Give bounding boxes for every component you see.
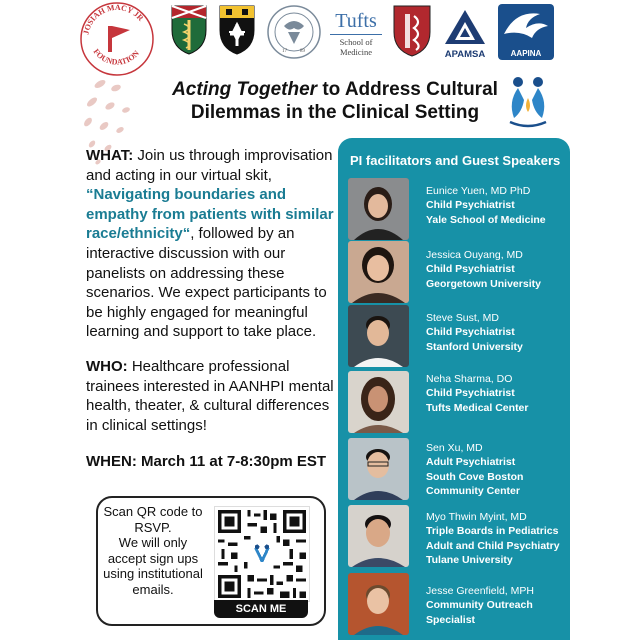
speaker-2-role: Child Psychiatrist xyxy=(426,263,515,276)
speaker-6-role-2: Adult and Child Psychiatry xyxy=(426,539,560,552)
speaker-4 xyxy=(426,372,572,415)
speaker-2-affiliation: Georgetown University xyxy=(426,277,541,290)
speaker-6-name: Myo Thwin Myint, MD xyxy=(426,511,527,523)
qr-line-2: We will only accept sign ups using institutional emails. xyxy=(103,535,203,597)
what-text1: Join us through improvisation and acting in our virtual skit, xyxy=(86,147,333,184)
speaker-photo-5 xyxy=(348,438,409,500)
qr-instructions xyxy=(102,504,204,598)
qr-line-1: Scan QR code to RSVP. xyxy=(103,504,203,535)
speaker-4-name: Neha Sharma, DO xyxy=(426,373,513,385)
speaker-photo-6 xyxy=(348,505,409,567)
svg-text:17: 17 xyxy=(282,49,287,54)
macy-foundation-logo xyxy=(78,0,156,78)
when-text: March 11 at 7-8:30pm EST xyxy=(136,453,327,471)
speaker-photo-7 xyxy=(348,573,409,635)
speaker-1-role: Child Psychiatrist xyxy=(426,199,515,212)
speaker-4-affiliation: Tufts Medical Center xyxy=(426,401,529,414)
skit-title: “Navigating boundaries and empathy from patients with similar race/ethnicity“ xyxy=(86,186,334,243)
speaker-5-affiliation-2: Community Center xyxy=(426,485,520,498)
shield-logo-1 xyxy=(170,4,208,56)
who-paragraph xyxy=(86,357,336,435)
aapina-wordmark: AAPINA xyxy=(510,49,542,58)
scan-me-label: SCAN ME xyxy=(214,600,308,618)
rsvp-qr-code[interactable] xyxy=(214,506,310,602)
georgetown-seal-logo xyxy=(266,2,322,62)
when-paragraph xyxy=(86,452,336,472)
speaker-photo-3 xyxy=(348,305,409,367)
speaker-6-role: Triple Boards in Pediatrics xyxy=(426,525,559,538)
when-label: WHEN: xyxy=(86,453,137,471)
speaker-7-name: Jesse Greenfield, MPH xyxy=(426,585,534,597)
apamsa-wordmark: APAMSA xyxy=(444,49,486,60)
wave-icon xyxy=(498,4,554,48)
speaker-3-affiliation: Stanford University xyxy=(426,340,523,353)
speaker-3 xyxy=(426,311,572,354)
speaker-3-role: Child Psychiatrist xyxy=(426,326,515,339)
speaker-7-role-2: Specialist xyxy=(426,613,476,626)
speaker-5-name: Sen Xu, MD xyxy=(426,442,483,454)
svg-text:JOSIAH MACY JR: JOSIAH MACY JR xyxy=(81,2,146,36)
speaker-photo-2 xyxy=(348,241,409,303)
speaker-6 xyxy=(426,510,572,568)
speaker-6-affiliation: Tulane University xyxy=(426,554,513,567)
tufts-logo xyxy=(326,10,386,57)
svg-text:89: 89 xyxy=(300,49,305,54)
what-text2: , followed by an interactive discussion with our panelists on addressing these scenarios. We expect participants to be highly engaged for meaningful learning and support to take place. xyxy=(86,225,327,341)
speaker-photo-4 xyxy=(348,371,409,433)
what-label: WHAT: xyxy=(86,147,134,164)
aapina-logo xyxy=(498,4,554,60)
speaker-7 xyxy=(426,584,572,627)
apamsa-triangle-icon xyxy=(443,8,487,46)
speaker-2 xyxy=(426,248,572,291)
who-text: Healthcare professional trainees interested in AANHPI mental health, theater, & cultural differences in clinical settings! xyxy=(86,357,334,434)
speakers-panel-title: PI facilitators and Guest Speakers xyxy=(350,153,561,168)
speaker-5-affiliation: South Cove Boston xyxy=(426,470,524,483)
tufts-school: School of Medicine xyxy=(339,37,373,57)
speaker-5 xyxy=(426,441,572,499)
tufts-wordmark: Tufts xyxy=(335,10,377,32)
what-paragraph xyxy=(86,146,336,342)
stanford-medicine-logo xyxy=(392,4,432,58)
apamsa-logo xyxy=(436,8,494,60)
speaker-1-affiliation: Yale School of Medicine xyxy=(426,213,546,226)
speaker-5-role: Adult Psychiatrist xyxy=(426,456,516,469)
page-title xyxy=(140,78,530,124)
event-description xyxy=(86,146,336,472)
speaker-1 xyxy=(426,184,572,227)
speaker-3-name: Steve Sust, MD xyxy=(426,312,499,324)
svg-text:FOUNDATION: FOUNDATION xyxy=(91,47,141,67)
title-line2: Dilemmas in the Clinical Setting xyxy=(190,102,480,123)
title-rest: to Address Cultural xyxy=(317,79,498,100)
speaker-photo-1 xyxy=(348,178,409,240)
speaker-2-name: Jessica Ouyang, MD xyxy=(426,249,523,261)
speaker-4-role: Child Psychiatrist xyxy=(426,387,515,400)
title-italic: Acting Together xyxy=(172,79,318,100)
shield-logo-2 xyxy=(218,4,256,56)
speaker-7-role: Community Outreach xyxy=(426,599,533,612)
who-label: WHO: xyxy=(86,357,128,375)
speaker-1-name: Eunice Yuen, MD PhD xyxy=(426,185,531,197)
